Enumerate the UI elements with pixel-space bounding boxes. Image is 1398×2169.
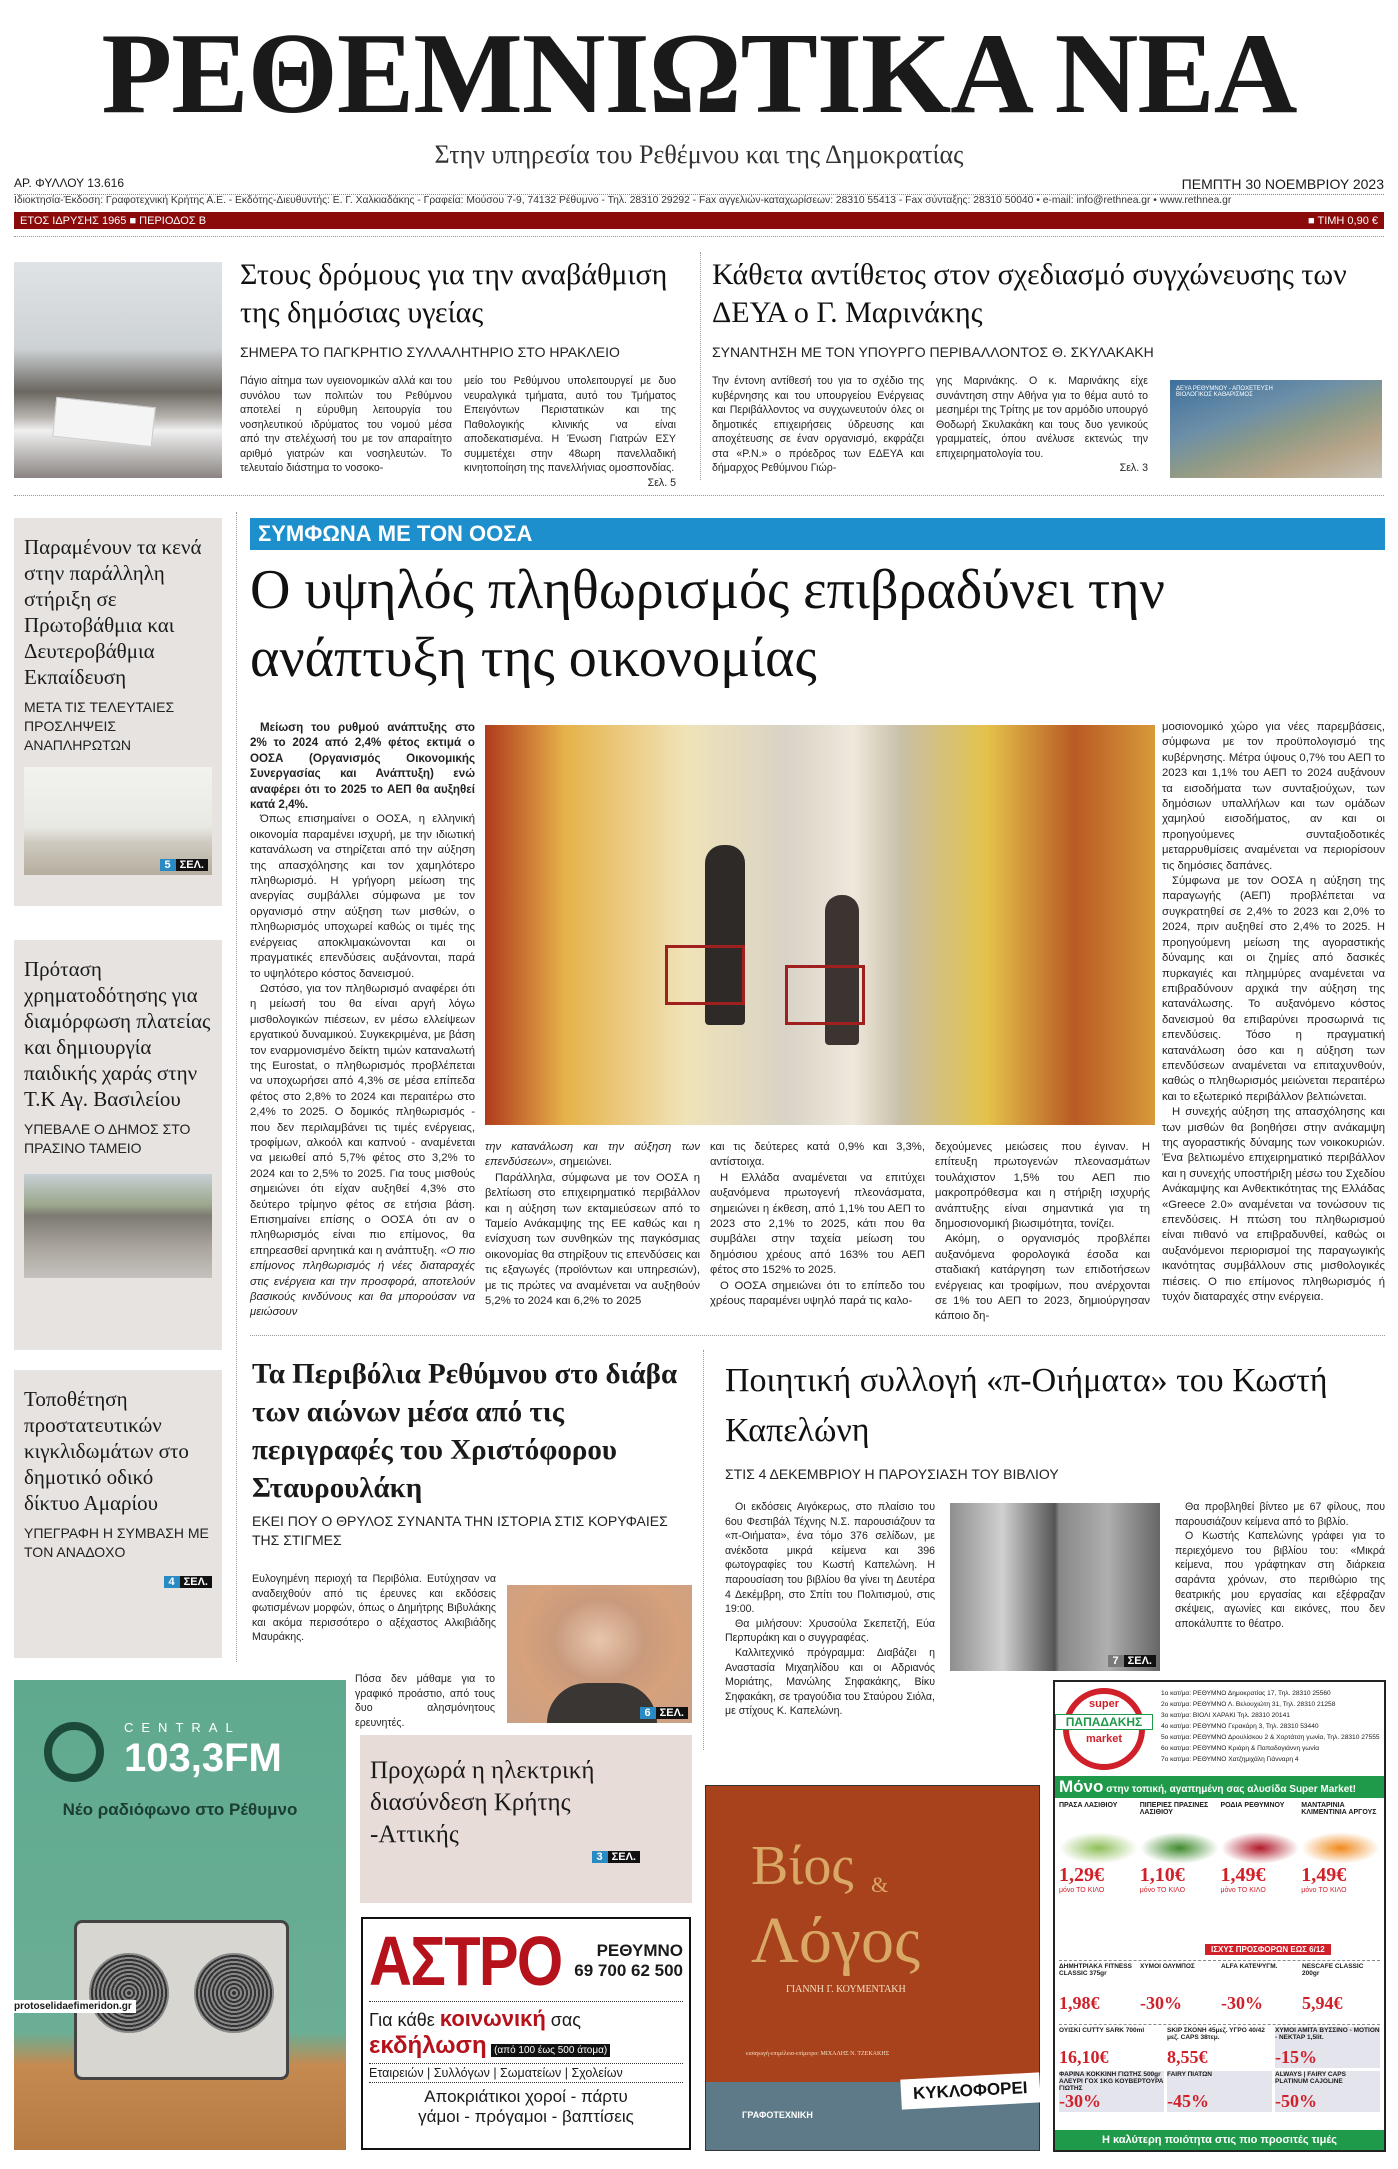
- astro-types: Εταιρειών | Συλλόγων | Σωματείων | Σχολείων: [369, 2063, 683, 2083]
- poetry-paragraph: Θα προβληθεί βίντεο με 67 φίλους, που παρουσιάζουν κείμενα από το βιβλίο.: [1175, 1501, 1385, 1528]
- poetry-paragraph: Καλλιτεχνικό πρόγραμμα: Διαβάζει η Αναστασία Μιχαηλίδου και οι Αδριανός Μοριάτης, Μανώλης Σηφακάκης, Βίκυ Σηφακάκη, σε τραγούδια του Σταύρου Σιόλα, με στίχους Κ. Καπελώνη.: [725, 1646, 935, 1718]
- main-paragraph: μοσιονομικό χώρο για νέες παρεμβάσεις, σύμφωνα με τον προϋπολογισμό της κυβέρνησης. Μέτρα ύψους 0,7% του ΑΕΠ το 2023 και 1,1% του ΑΕΠ το 2024 αυξάνουν τα εισοδήματα των συνταξιούχων, των δημόσιων υπαλλήλων και των ομάδων χαμηλού εισοδήματος, αν και οι προηγούμενες συνταξιοδοτικές μεταρρυθμίσεις αναμένεται να περιορίσουν τις δημόσιες δαπάνες.: [1162, 721, 1385, 872]
- price: ■ ΤΙΜΗ 0,90 €: [1307, 214, 1378, 227]
- product-price: -30%: [1140, 1993, 1182, 2013]
- slogan-text: στην τοπική, αγαπημένη σας αλυσίδα Super Market!: [1106, 1784, 1356, 1795]
- product-name: ΧΥΜΟΙ ΟΛΥΜΠΟΣ: [1140, 1963, 1195, 1970]
- column-divider: [703, 1350, 704, 1750]
- book-title: Λόγος: [751, 1904, 921, 1977]
- product-name: ALFA ΚΑΤΕΨΥΓΜ.: [1221, 1963, 1278, 1970]
- health-headline[interactable]: Στους δρόμους για την αναβάθμιση της δημόσιας υγείας: [240, 258, 668, 329]
- main-paragraph: Η συνεχής αύξηση της απασχόλησης και των μισθών θα βοηθήσει στην ανάκαμψη της αγοραστικής δύναμης των νοικοκυριών. Ένα βελτιωμένο επιχειρηματικό περιβάλλον και η συνεχής υποστήριξη μέσω του Σχεδίου Ανάκαμψης και Ανθεκτικότητας της Ελλάδας «Greece 2.0» αναμένεται να τονώσουν τις επενδύσεις. Η πτώση του πληθωρισμού είναι πιθανό να επιβραδυνθεί, καθώς οι αυξανόμενοι περιορισμοί της παραγωγικής ικανότητας συμβάλλουν στις μισθολογικές πιέσεις. Ο πιο επίμονος πληθωρισμός ή τυχόν διαταραχές στην ενέργεια.: [1162, 1106, 1385, 1304]
- deya-aerial-photo: [1170, 380, 1382, 478]
- sidebar-story-playground[interactable]: [14, 940, 222, 1350]
- product-row: [1059, 2024, 1380, 2112]
- main-paragraph: και τις δεύτερες κατά 0,9% και 3,3%, αντίστοιχα.: [710, 1141, 925, 1169]
- store-item: 3ο κατ/μα: ΒΙΟΛΙ ΧΑΡΑΚΙ Τηλ. 28310 20141: [1161, 1712, 1290, 1719]
- shopping-cart: [665, 945, 745, 1005]
- divider: [14, 495, 1384, 496]
- divider: [14, 236, 1384, 237]
- perivolia-headline[interactable]: Τα Περιβόλια Ρεθύμνου στο διάβα των αιώνων μέσα από τις περιγραφές του Χριστόφορου Σταυρουλάκη: [252, 1358, 678, 1504]
- product-item: [1059, 1963, 1137, 2014]
- sidebar-story-guardrails[interactable]: [14, 1370, 222, 1658]
- produce-item: [1059, 1802, 1138, 1894]
- supermarket-footer: Η καλύτερη ποιότητα στις πιο προσιτές τιμές: [1055, 2130, 1384, 2150]
- product-name: ΧΥΜΟΙ ΑΜΙΤΑ ΒΥΣΣΙΝΟ - MOTION - ΝΕΚΤΑΡ 1,5lit.: [1275, 2027, 1380, 2041]
- main-col3: [710, 1140, 925, 1309]
- square-photo: [24, 1174, 212, 1278]
- main-col1: [250, 720, 475, 1321]
- issue-number: ΑΡ. ΦΥΛΛΟΥ 13.616: [14, 176, 124, 190]
- mandarin-image: [1301, 1832, 1380, 1864]
- schoolyard-photo: [24, 767, 212, 875]
- produce-item: [1221, 1802, 1300, 1894]
- health-col2: [464, 374, 676, 490]
- page-number: 7: [1108, 1655, 1124, 1667]
- produce-item: [1301, 1802, 1380, 1894]
- sidebar-kicker: ΥΠΕΒΑΛΕ Ο ΔΗΜΟΣ ΣΤΟ ΠΡΑΣΙΝΟ ΤΑΜΕΙΟ: [24, 1121, 191, 1156]
- page-number: 6: [640, 1707, 656, 1719]
- book-ad[interactable]: [705, 1785, 1040, 2151]
- produce-name: ΠΡΑΣΑ ΛΑΣΙΘΙΟΥ: [1059, 1802, 1118, 1809]
- mono-label: μόνο: [1301, 1887, 1317, 1894]
- product-name: ΦΑΡΙΝΑ ΚΟΚΚΙΝΗ ΓΙΩΤΗΣ 500gr ΑΛΕΥΡΙ ΓΟΧ 1KG ΚΟΥΒΕΡΤΟΥΡΑ ΓΙΩΤΗΣ: [1059, 2071, 1164, 2092]
- main-col5: [1162, 720, 1385, 1305]
- supermarket-ad[interactable]: [1053, 1680, 1386, 2152]
- main-lead: Μείωση του ρυθμού ανάπτυξης στο 2% το 2024 από 2,4% φέτος εκτιμά ο ΟΟΣΑ (Οργανισμός Οικονομικής Συνεργασίας και Ανάπτυξη) ενώ αναφέρει ότι το 2025 το ΑΕΠ θα αυξηθεί κατά 2,4%.: [250, 721, 475, 812]
- book-title-amp: &: [871, 1872, 889, 1897]
- poetry-paragraph: Θα μιλήσουν: Χρυσούλα Σκεπετζή, Εύα Περπυράκη και ο συγγραφέας.: [725, 1617, 935, 1645]
- product-price: -45%: [1167, 2091, 1209, 2111]
- sidebar-headline: Πρόταση χρηματοδότησης για διαμόρφωση πλατείας και δημιουργία παιδικής χαράς στην Τ.Κ Αγ. Βασιλείου: [24, 957, 211, 1111]
- poetry-col2: [1175, 1500, 1385, 1631]
- main-text: Ωστόσο, για τον πληθωρισμό αναφέρει ότι η μείωσή του θα είναι αργή λόγω μισθολογικών πιέσεων, εν μέσω ελλείψεων εργατικού δυναμικού. Συγκεκριμένα, με βάση τον εναρμονισμένο δείκτη τιμών καταναλωτή της Eurostat, ο πληθωρισμός προβλέπεται να υποχωρήσει από 4,3% σε μέσα επίπεδα φέτος στο 2,8% το 2024 και περαιτέρω στο 2,4% το 2025. Ο δομικός πληθωρισμός - που δεν περιλαμβάνει τις τιμές ενέργειας, τροφίμων, αλκοόλ και καπνού - αναμένεται να μειωθεί από 5,7% φέτος στο 3,2% το 2024 και το 2,5% το 2025. Για τους μισθούς σημειώνει ότι είχαν αυξηθεί 4,3% στο δεύτερο τρίμηνο φέτος σε ετήσια βάση. Επισημαίνει επίσης ο ΟΟΣΑ ότι αν ο πληθωρισμός είναι πιο επίμονος, θα επηρεασθεί αρνητικά και η ανάπτυξη.: [250, 982, 475, 1257]
- produce-name: ΜΑΝΤΑΡΙΝΙΑ ΚΛΙΜΕΝΤΙΝΙΑ ΑΡΓΟΥΣ: [1301, 1802, 1377, 1816]
- logo-text: super: [1089, 1698, 1119, 1710]
- health-col2-text: μείο του Ρεθύμνου υπολειτουργεί με δυο νευραλγικά τμήματα, αυτό του Τμήματος Επειγόντων Περιστατικών και της Παθολογικής κλινικής να είναι αποδεκατισμένα. Η Ένωση Γιατρών ΕΣΥ συμμετέχει στην 48ωρη πανελλαδική κινητοποίηση της πανελλήνιας ομοσπονδίας.: [464, 375, 676, 474]
- column-divider: [236, 512, 237, 1662]
- watermark: protoselidaefimeridon.gr: [10, 2000, 136, 2013]
- produce-name: ΡΟΔΙΑ ΡΕΘΥΜΝΟΥ: [1220, 1802, 1285, 1809]
- book-editor: εισαγωγή-επιμέλεια-επίμετρο: ΜΙΧΑΛΗΣ Ν. ΤΖΕΚΑΚΗΣ: [746, 2051, 890, 2057]
- main-banner: ΣΥΜΦΩΝΑ ΜΕ ΤΟΝ ΟΟΣΑ: [250, 518, 1385, 550]
- logo-text: ΠΑΠΑΔΑΚΗΣ: [1055, 1714, 1153, 1730]
- produce-item: [1140, 1802, 1219, 1894]
- logo-text: market: [1085, 1733, 1123, 1745]
- product-item: [1059, 2071, 1164, 2112]
- leek-image: [1059, 1832, 1138, 1864]
- deya-page-ref[interactable]: Σελ. 3: [1119, 462, 1148, 474]
- produce-price: 1,10€: [1139, 1864, 1185, 1886]
- offer-validity: ΙΣΧΥΣ ΠΡΟΣΦΟΡΩΝ ΕΩΣ 6/12: [1205, 1944, 1331, 1955]
- shopping-cart: [785, 965, 865, 1025]
- poetry-photo: [950, 1503, 1160, 1671]
- founded: ΕΤΟΣ ΙΔΡΥΣΗΣ 1965 ■ ΠΕΡΙΟΔΟΣ Β: [20, 214, 207, 227]
- health-page-ref[interactable]: Σελ. 5: [647, 476, 676, 489]
- radio-brand: CENTRAL: [124, 1720, 241, 1735]
- main-paragraph: Η Ελλάδα αναμένεται να επιτύχει αυξανόμενα πρωτογενή πλεονάσματα, σημειώνει η έκθεση, από 1,1% του ΑΕΠ το 2023 στο 2,1% το 2025, κάτι που θα συμβάλει στην ταχεία μείωση του δημόσιου χρέους από 163% του ΑΕΠ φέτος στο 152% το 2025.: [710, 1171, 925, 1277]
- radio-tagline: Νέο ραδιόφωνο στο Ρέθυμνο: [62, 1800, 298, 1819]
- masthead-subtitle: Στην υπηρεσία του Ρεθέμνου και της Δημοκρατίας: [434, 140, 964, 169]
- unit-label: ΤΟ ΚΙΛΟ: [1156, 1887, 1186, 1894]
- column-divider: [700, 252, 701, 480]
- product-row: [1059, 1960, 1380, 2014]
- main-quote: «Ο πιο επίμονος πληθωρισμός ή νέες διαταραχές στις ενέργεια και την προσφορά, αποτελούν βασικούς κινδύνους και θα μπορούσαν να μειώσουν: [250, 1244, 476, 1319]
- main-paragraph: [485, 1140, 700, 1171]
- poetry-col1: [725, 1500, 935, 1719]
- astro-capacity: (από 100 έως 500 άτομα): [491, 2044, 610, 2057]
- astro-events: Αποκριάτικοι χοροί - πάρτυ: [424, 2087, 628, 2106]
- main-paragraph: δεχούμενες μειώσεις που έγιναν. Η επίτευξη πρωτογενών πλεονασμάτων τουλάχιστον 1,5% του ΑΕΠ πιο μακροπρόθεσμα και η στήριξη ισχυρής ανάπτυξης είναι σημαντικά για τη δημοσιονομική βιωσιμότητα, τονίζει.: [935, 1141, 1150, 1231]
- main-text: σημειώνει.: [559, 1156, 612, 1169]
- main-headline[interactable]: Ο υψηλός πληθωρισμός επιβραδύνει την ανάπτυξη της οικονομίας: [250, 559, 1165, 689]
- deya-headline[interactable]: Κάθετα αντίθετος στον σχεδιασμό συγχώνευσης των ΔΕΥΑ ο Γ. Μαρινάκης: [712, 258, 1347, 329]
- main-paragraph: Ακόμη, ο οργανισμός προβλέπει αυξανόμενα φορολογικά έσοδα και σταδιακή κατάργηση των επιδοτήσεων ενέργειας και τροφίμων, που ανέρχονται σε 1% του ΑΕΠ το 2023, δημιούργησαν κάποιο δη-: [935, 1233, 1150, 1323]
- main-paragraph: Σύμφωνα με τον ΟΟΣΑ η αύξηση της παραγωγής (ΑΕΠ) προβλέπεται να συγκρατηθεί σε 2,4% το 2023 και 2,0% το 2024, πριν αυξηθεί στο 2,4% το 2025. Η προηγούμενη μείωση της αγοραστικής δύναμης και οι ζημίες από δασικές πυρκαγιές και πλημμύρες αναμένεται να επιβραδύνουν αρχικά την αύξηση της κατανάλωσης. Το αυξανόμενο κόστος δανεισμού θα επιβαρύνει προσωρινά τις επενδύσεις. Τόσο η πραγματική κατανάλωση όσο και η αύξηση των επενδύσεων αναμένεται να επιταχυνθούν, καθώς ο πληθωρισμός μειώνεται περαιτέρω και το εξωτερικό περιβάλλον βελτιώνεται.: [1162, 875, 1385, 1103]
- page-number: 4: [164, 1576, 180, 1588]
- product-name: FAIRY ΠΙΑΤΩΝ: [1167, 2071, 1213, 2078]
- product-price: -30%: [1221, 1993, 1263, 2013]
- produce-grid: [1059, 1802, 1380, 1894]
- mono-label: μόνο: [1059, 1887, 1075, 1894]
- product-price: -30%: [1059, 2091, 1101, 2111]
- store-item: 1ο κατ/μα: ΡΕΘΥΜΝΟ Δημοκρατίας 17, Τηλ. 28310 25560: [1161, 1690, 1331, 1697]
- deya-photo-caption: ΔΕΥΑ ΡΕΘΥΜΝΟΥ - ΑΠΟΧΕΤΕΥΣΗ ΒΙΟΛΟΓΙΚΟΣ ΚΑΘΑΡΙΣΜΟΣ: [1176, 386, 1273, 398]
- book-status: ΚΥΚΛΟΦΟΡΕΙ: [901, 2072, 1041, 2109]
- astro-text: Για κάθε: [369, 2010, 435, 2030]
- page-ref-badge[interactable]: [160, 859, 208, 871]
- page-label: ΣΕΛ.: [176, 859, 208, 871]
- book-publisher: ΓΡΑΦΟΤΕΧΝΙΚΗ: [742, 2110, 813, 2120]
- produce-price: 1,49€: [1301, 1864, 1347, 1886]
- sidebar-kicker: ΥΠΕΓΡΑΦΗ Η ΣΥΜΒΑΣΗ ΜΕ ΤΟΝ ΑΝΑΔΟΧΟ: [24, 1525, 209, 1560]
- deya-kicker: ΣΥΝΑΝΤΗΣΗ ΜΕ ΤΟΝ ΥΠΟΥΡΓΟ ΠΕΡΙΒΑΛΛΟΝΤΟΣ Θ. ΣΚΥΛΑΚΑΚΗ: [712, 344, 1154, 360]
- deya-col2: [936, 374, 1148, 476]
- astro-ad[interactable]: [361, 1917, 691, 2150]
- product-name: ΟΥΙΣΚΙ CUTTY SARK 700ml: [1059, 2027, 1145, 2034]
- astro-events: γάμοι - πρόγαμοι - βαπτίσεις: [418, 2107, 634, 2126]
- product-item: [1167, 2027, 1272, 2068]
- issue-date: ΠΕΜΠΤΗ 30 ΝΟΕΜΒΡΙΟΥ 2023: [1181, 176, 1384, 192]
- product-item: [1302, 1963, 1380, 2014]
- product-name: NESCAFE CLASSIC 200gr: [1302, 1963, 1364, 1977]
- product-item: [1140, 1963, 1218, 2014]
- sidebar-story-education[interactable]: [14, 518, 222, 906]
- deya-col1: Την έντονη αντίθεσή του για το σχέδιο της κυβέρνησης και του υπουργείου Ενέργειας και Περιβάλλοντος να συγχωνευτούν όλες οι δημοτικές επιχειρήσεις ύδρευσης και αποχέτευσης σε έναν οργανισμό, εκφράζει στα «Ρ.Ν.» ο πρόεδρος των ΕΔΕΥΑ και δήμαρχος Ρεθύμνου Γιώρ-: [712, 375, 924, 474]
- unit-label: ΤΟ ΚΙΛΟ: [1076, 1887, 1105, 1894]
- mono-label: μόνο: [1139, 1887, 1156, 1894]
- poetry-paragraph: Οι εκδόσεις Αιγόκερως, στο πλαίσιο του 6ου Φεστιβάλ Τέχνης Ν.Σ. παρουσιάζουν τα «π-Οιήματα», ένα τόμο 376 σελίδων, με ανέκδοτα μικρά κείμενα και 396 φωτογραφίες του Κωστή Καπελώνη. Η παρουσίαση του βιβλίου θα γίνει τη Δευτέρα 4 Δεκέμβρη, στο Σπίτι του Πολιτισμού, στις 19:00.: [725, 1501, 935, 1616]
- interconnection-story[interactable]: [360, 1735, 692, 1903]
- product-item: [1221, 1963, 1299, 2014]
- poetry-kicker: ΣΤΙΣ 4 ΔΕΚΕΜΒΡΙΟΥ Η ΠΑΡΟΥΣΙΑΣΗ ΤΟΥ ΒΙΒΛΙΟΥ: [725, 1466, 1059, 1482]
- deya-col2-text: γης Μαρινάκης. Ο κ. Μαρινάκης είχε συνάντηση στην Αθήνα για το θέμα αυτό το μεσημέρι της Τρίτης με τον αρμόδιο υπουργό Θοδωρή Σκυλακάκη και τους δυο γενικούς γραμματείς, όπου ανέλυσε εκτενώς την επιχειρηματολογία του.: [936, 375, 1148, 460]
- store-item: 6ο κατ/μα: ΡΕΘΥΜΝΟ Κριάρη & Παπαδογιάννη γωνία: [1161, 1745, 1320, 1752]
- supermarket-logo: [1063, 1688, 1145, 1770]
- store-item: 5ο κατ/μα: ΡΕΘΥΜΝΟ Δρουλίσκου 2 & Χορτάτση γωνία, Τηλ. 28310 27555: [1161, 1734, 1380, 1741]
- health-col1: Πάγιο αίτημα των υγειονομικών αλλά και του συνόλου των πολιτών του Ρεθύμνου αποτελεί η εύρυθμη λειτουργία του νοσηλευτικού ιδρύματος του νομού μέσα από την στελέχωσή του με τον απαραίτητο αριθμό γιατρών και νοσηλευτών. Το τελευταίο διάστημα το νοσοκο-: [240, 375, 452, 474]
- store-item: 2ο κατ/μα: ΡΕΘΥΜΝΟ Λ. Βελουχιώτη 31, Τηλ. 28310 21258: [1161, 1701, 1336, 1708]
- radio-frequency: 103,3FM: [124, 1736, 282, 1780]
- store-list: [1161, 1688, 1383, 1765]
- product-name: SKIP ΣΚΟΝΗ 45μεζ. ΥΓΡΟ 40/42 μεζ. CAPS 38τεμ.: [1167, 2027, 1265, 2041]
- main-paragraph: Ο ΟΟΣΑ σημειώνει ότι το επίπεδο του χρέους παραμένει υψηλό παρά τις καλο-: [710, 1279, 925, 1308]
- perivolia-p1: Ευλογημένη περιοχή τα Περιβόλια. Ευτύχησαν να αναδειχθούν από τις έρευνες και εκδόσεις φωτισμένων μορφών, όπως ο Δημήτρης Βιβυλάκης και ακόμα περισσότερο ο αξέχαστος Αλκιβιάδης Μαυράκης.: [252, 1573, 496, 1643]
- perivolia-kicker: ΕΚΕΙ ΠΟΥ Ο ΘΡΥΛΟΣ ΣΥΝΑΝΤΑ ΤΗΝ ΙΣΤΟΡΙΑ ΣΤΙΣ ΚΟΡΥΦΑΙΕΣ ΤΗΣ ΣΤΙΓΜΕΣ: [252, 1513, 668, 1548]
- protest-photo: [14, 262, 222, 478]
- product-item: [1275, 2027, 1380, 2068]
- produce-name: ΠΙΠΕΡΙΕΣ ΠΡΑΣΙΝΕΣ ΛΑΣΙΘΙΟΥ: [1139, 1802, 1209, 1816]
- unit-label: ΤΟ ΚΙΛΟ: [1318, 1887, 1347, 1894]
- imprint: Ιδιοκτησία-Έκδοση: Γραφοτεχνική Κρήτης Α.Ε. - Εκδότης-Διευθυντής: Ε. Γ. Χαλκιαδάκης - Γραφεία: Μούσου 7-9, 74132 Ρέθυμνο - Τηλ. 28310 29292 - Fax αγγελιών-καταχωρίσεων: 28310 55413 - Fax σύνταξης: 28310 50040 • e-mail: info@rethnea.gr • www.rethnea.gr: [14, 195, 1232, 206]
- astro-city: ΡΕΘΥΜΝΟ: [596, 1941, 683, 1960]
- product-price: 8,55€: [1167, 2047, 1208, 2067]
- sidebar-kicker: ΜΕΤΑ ΤΙΣ ΤΕΛΕΥΤΑΙΕΣ ΠΡΟΣΛΗΨΕΙΣ ΑΝΑΠΛΗΡΩΤΩΝ: [24, 699, 175, 753]
- product-price: -50%: [1275, 2091, 1317, 2111]
- main-quote: την κατανάλωση και την αύξηση των επενδύσεων»,: [485, 1141, 700, 1169]
- astro-brand: ΑΣΤΡΟ: [369, 1922, 562, 2000]
- page-label: ΣΕΛ.: [608, 1851, 640, 1863]
- sidebar-headline: Τοποθέτηση προστατευτικών κιγκλιδωμάτων στο δημοτικό οδικό δίκτυο Αμαρίου: [24, 1387, 189, 1515]
- health-kicker: ΣΗΜΕΡΑ ΤΟ ΠΑΓΚΡΗΤΙΟ ΣΥΛΛΑΛΗΤΗΡΙΟ ΣΤΟ ΗΡΑΚΛΕΙΟ: [240, 344, 620, 360]
- radio-logo-icon: [44, 1722, 104, 1782]
- store-item: 4ο κατ/μα: ΡΕΘΥΜΝΟ Γερακάρη 3, Τηλ. 28310 53440: [1161, 1723, 1319, 1730]
- produce-price: 1,49€: [1220, 1864, 1266, 1886]
- store-item: 7ο κατ/μα: ΡΕΘΥΜΝΟ Χατζημιχάλη Γιάνναρη 4: [1161, 1756, 1299, 1763]
- page-ref-badge[interactable]: [1108, 1655, 1156, 1667]
- page-label: ΣΕΛ.: [656, 1707, 688, 1719]
- protest-banner: [52, 397, 156, 447]
- produce-price: 1,29€: [1059, 1864, 1104, 1886]
- perivolia-p2: Πόσα δεν μάθαμε για το γραφικό προάστιο, από τους δυο αλησμόνητους ερευνητές.: [355, 1673, 495, 1729]
- main-col4: [935, 1140, 1150, 1325]
- radio-ad[interactable]: [14, 1680, 346, 2150]
- divider: [250, 1335, 1385, 1336]
- slogan-big: Μόνο: [1059, 1777, 1104, 1796]
- poetry-headline[interactable]: Ποιητική συλλογή «π-Οιήματα» του Κωστή Καπελώνη: [725, 1362, 1328, 1449]
- page-ref-badge[interactable]: [164, 1576, 212, 1588]
- book-author: ΓΙΑΝΝΗ Γ. ΚΟΥΜΕΝΤΑΚΗ: [786, 1984, 906, 1995]
- masthead-title: ΡΕΘΕΜΝΙΩΤΙΚΑ ΝΕΑ: [101, 10, 1297, 138]
- issue-line: [14, 176, 1384, 195]
- astro-phone[interactable]: 69 700 62 500: [574, 1961, 683, 1980]
- slogan-bar: [1055, 1776, 1384, 1798]
- product-item: [1059, 2027, 1164, 2068]
- page-label: ΣΕΛ.: [180, 1576, 212, 1588]
- astro-text: κοινωνική: [439, 2006, 546, 2031]
- supermarket-photo: [485, 725, 1155, 1125]
- page-label: ΣΕΛ.: [1124, 1655, 1156, 1667]
- product-name: ALWAYS | FAIRY CAPS PLATINUM CAJOLINE: [1275, 2071, 1346, 2085]
- product-price: 16,10€: [1059, 2047, 1109, 2067]
- interconnection-headline: Προχωρά η ηλεκτρική διασύνδεση Κρήτης -Αττικής: [370, 1757, 595, 1848]
- page-number: 5: [160, 859, 176, 871]
- stavroulakis-portrait: [507, 1585, 692, 1723]
- product-price: 5,94€: [1302, 1993, 1343, 2013]
- book-title: Βίος: [751, 1835, 854, 1897]
- product-item: [1275, 2071, 1380, 2112]
- mono-label: μόνο: [1220, 1887, 1236, 1894]
- unit-label: ΤΟ ΚΙΛΟ: [1237, 1887, 1266, 1894]
- sidebar-headline: Παραμένουν τα κενά στην παράλληλη στήριξη σε Πρωτοβάθμια και Δευτεροβάθμια Εκπαίδευση: [24, 535, 202, 689]
- product-price: -15%: [1275, 2047, 1317, 2067]
- pepper-image: [1140, 1832, 1219, 1864]
- astro-text: σας: [550, 2010, 581, 2030]
- founded-bar: [14, 212, 1384, 229]
- product-price: 1,98€: [1059, 1993, 1100, 2013]
- main-paragraph: Παράλληλα, σύμφωνα με τον ΟΟΣΑ η βελτίωση στο επιχειρηματικό περιβάλλον και η αύξηση των εκταμιεύσεων από το Ταμείο Ανάκαμψης της ΕΕ καθώς και η ενίσχυση των συνθηκών της παγκόσμιας οικονομίας θα στηρίξουν τις επενδύσεις και τις εξαγωγές (προϊόντων και υπηρεσιών), με τις πρώτες να αναμένεται να αυξηθούν 5,2% το 2024 και 6,2% το 2025: [485, 1171, 700, 1308]
- page-number: 3: [592, 1851, 608, 1863]
- main-paragraph: [250, 982, 475, 1321]
- product-item: [1167, 2071, 1272, 2112]
- page-ref-badge[interactable]: [640, 1707, 688, 1719]
- pomegranate-image: [1221, 1832, 1300, 1864]
- astro-text: εκδήλωση: [369, 2032, 487, 2059]
- product-name: ΔΗΜΗΤΡΙΑΚΑ FITNESS CLASSIC 375gr: [1059, 1963, 1132, 1977]
- main-paragraph: Όπως επισημαίνει ο ΟΟΣΑ, η ελληνική οικονομία παραμένει ισχυρή, με την ιδιωτική κατανάλωση να στηρίζεται από την αύξηση της απασχόλησης και τον χαμηλότερο πληθωρισμό. Η γρήγορη μείωση της ανεργίας συμβάλλει σύμφωνα με τον οργανισμό στην αύξηση των μισθών, ο πληθωρισμός υποχωρεί καθώς οι τιμές της ενέργειας αποκλιμακώνονται και οι πραγματικές επενδύσεις αυξάνονται, παρά το υψηλότερο κόστος δανεισμού.: [250, 813, 475, 980]
- page-ref-badge[interactable]: [592, 1851, 640, 1863]
- poetry-paragraph: Ο Κωστής Καπελώνης γράφει για το περιεχόμενο του βιβλίου του: «Μικρά κείμενα, που γράφτηκαν στη διάρκεια σαράντα χρόνων, στο περιθώριο της θεατρικής μου εργασίας και εξέφραζαν σκέψεις, αγωνίες και εικόνες, που δεν αποκάλυπτε το θέατρο.: [1175, 1530, 1385, 1630]
- main-col2: [485, 1140, 700, 1309]
